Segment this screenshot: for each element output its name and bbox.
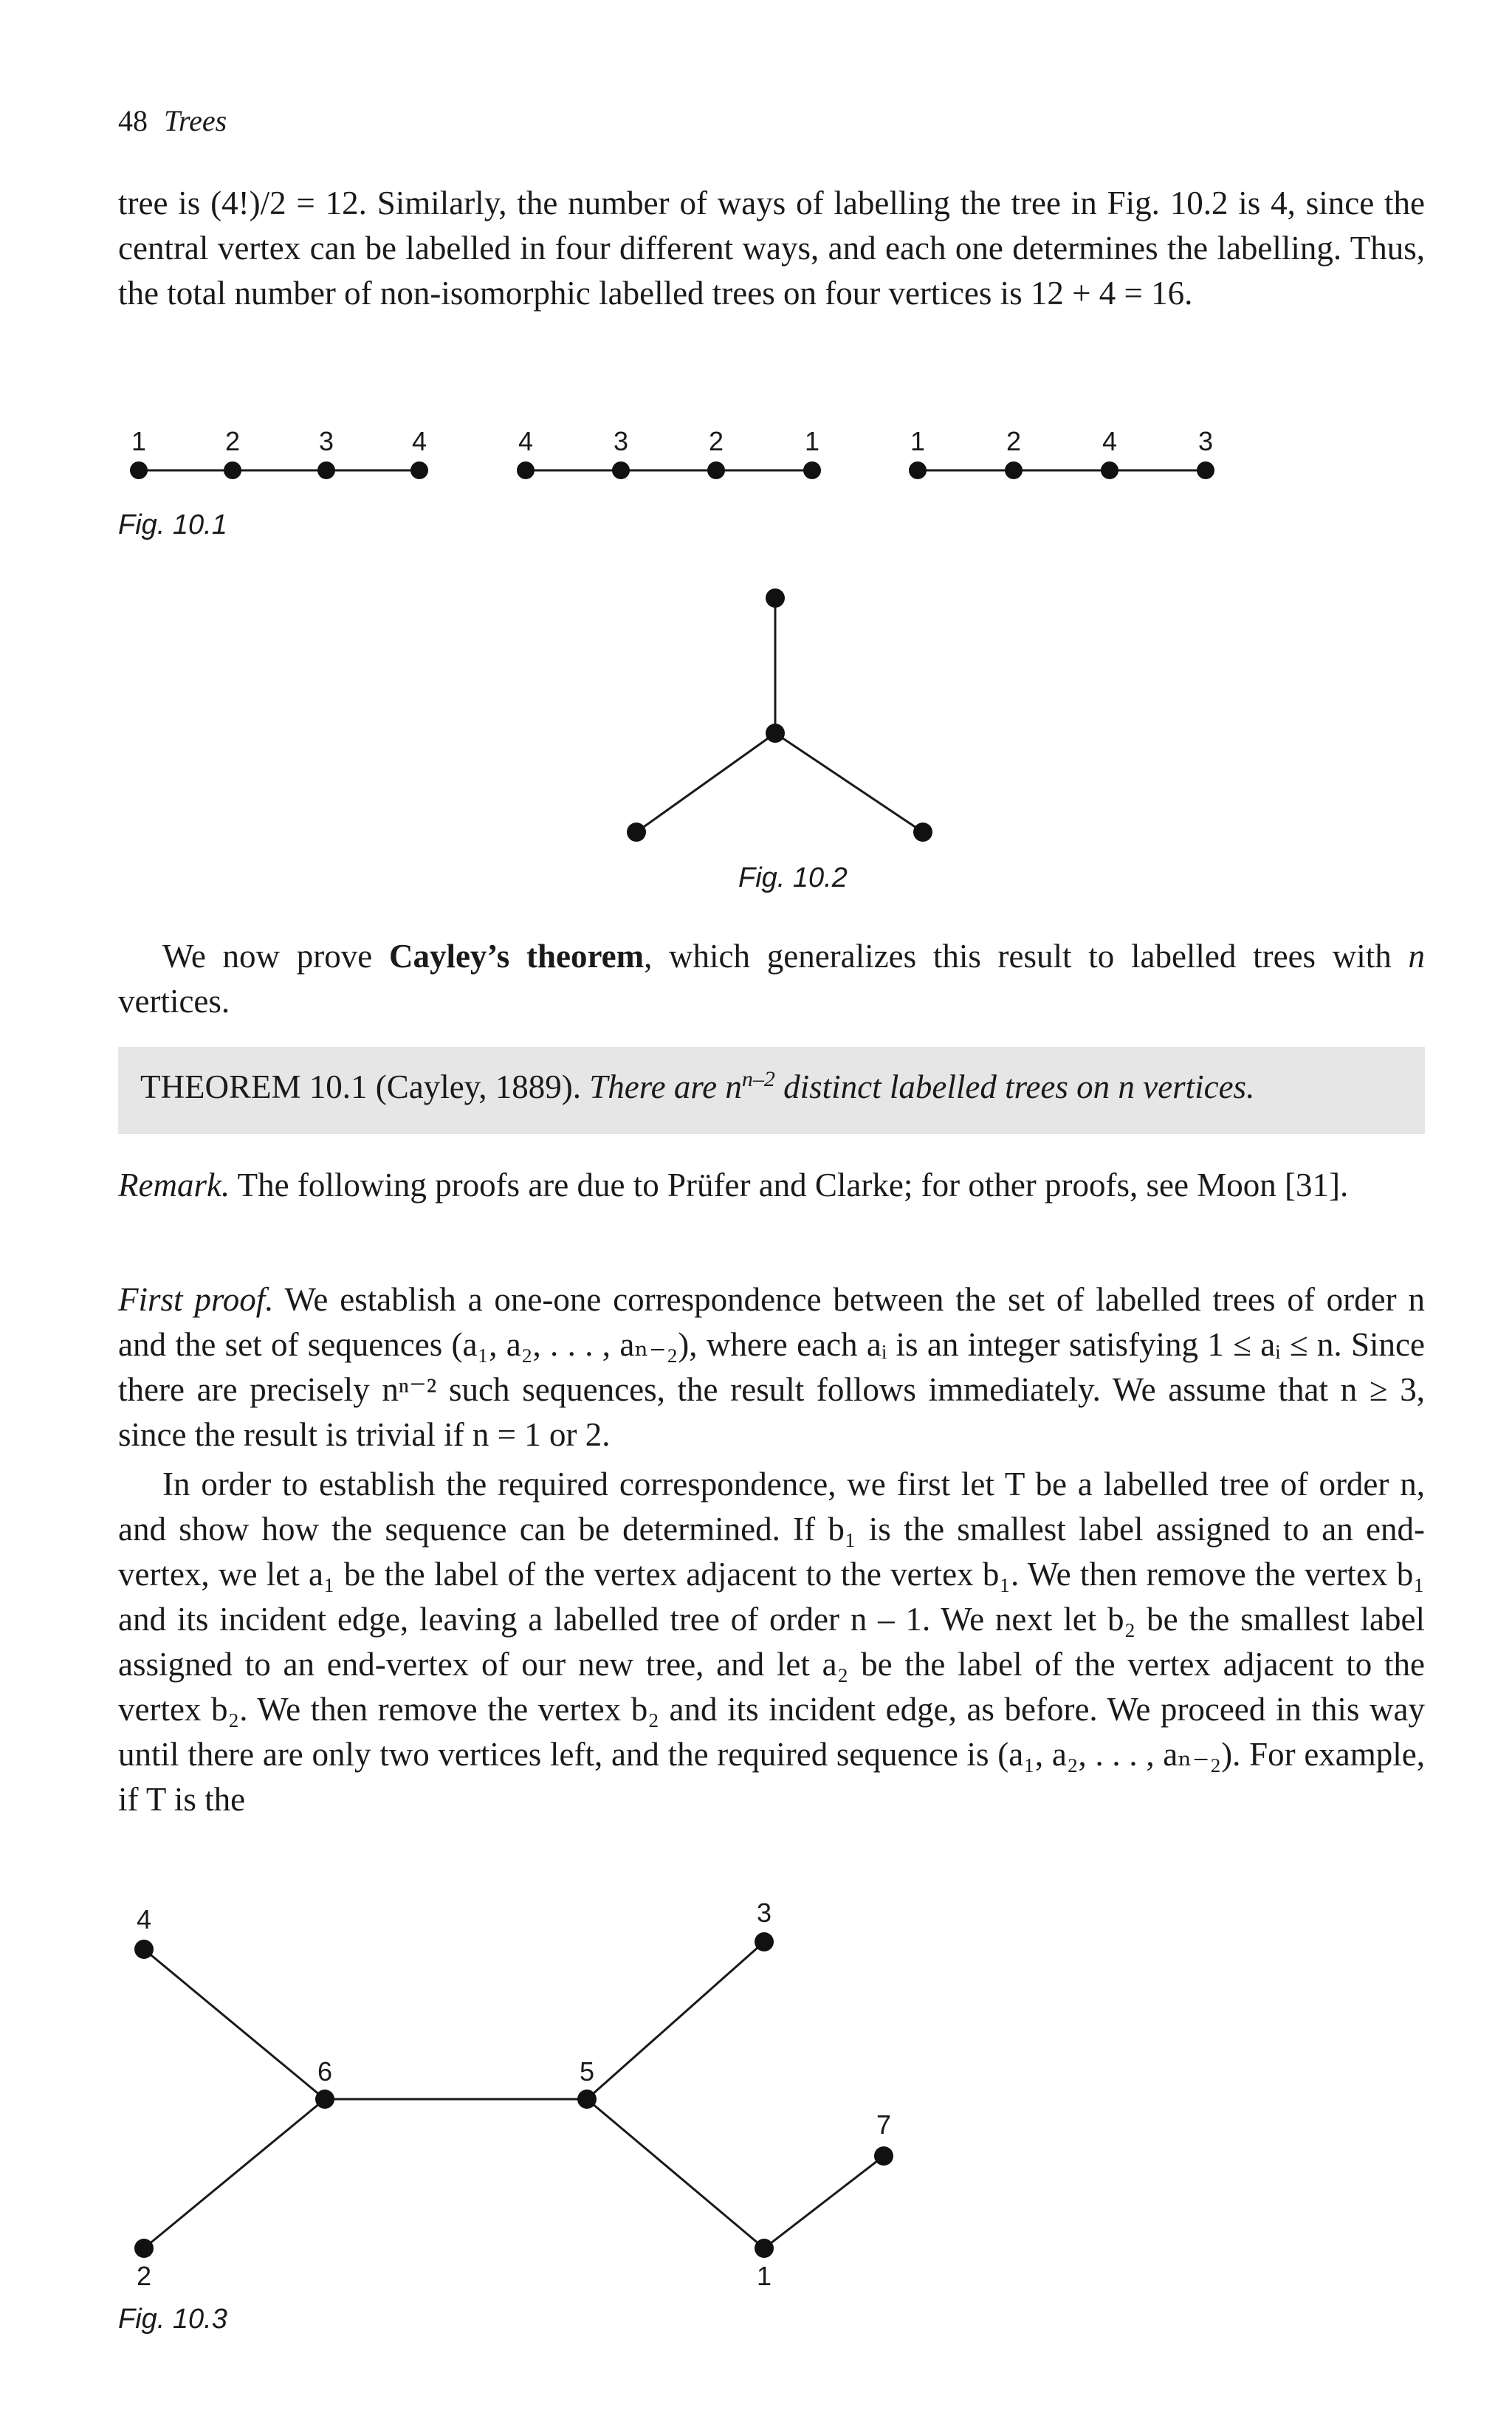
vertex-label: 5: [579, 2056, 595, 2087]
vertex: [1197, 461, 1214, 479]
vertex-label: 3: [1197, 426, 1214, 456]
vertex-label: 2: [136, 2261, 152, 2291]
vertex-label: 6: [317, 2056, 333, 2087]
fig-10-3-caption: Fig. 10.3: [118, 2304, 227, 2335]
paragraph-cayley-intro: We now prove Cayley’s theorem, which generalizes this result to labelled trees with n vertices.: [118, 938, 1425, 1020]
vertex-label: 1: [910, 426, 926, 456]
vertex-label: 1: [804, 426, 820, 456]
vertex-label: 3: [756, 1898, 772, 1928]
vertex-label: 4: [411, 426, 427, 456]
theorem-exponent: n–2: [741, 1067, 775, 1091]
fig-10-2-caption: Fig. 10.2: [738, 862, 848, 893]
vertex: [130, 461, 148, 479]
vertex: [766, 724, 785, 743]
vertex-label: 1: [756, 2261, 772, 2291]
fig-10-3-tree: [134, 1898, 893, 2291]
vertex: [755, 2239, 774, 2258]
vertex-label: 4: [1102, 426, 1118, 456]
remark-paragraph: Remark. The following proofs are due to Prüfer and Clarke; for other proofs, see Moon [31].: [118, 1167, 1349, 1204]
vertex: [317, 461, 335, 479]
vertex: [315, 2090, 334, 2109]
theorem-head: THEOREM 10.1 (Cayley, 1889).: [140, 1068, 590, 1105]
theorem-statement-b: distinct labelled trees on n vertices.: [774, 1068, 1255, 1105]
vertex-label: 7: [876, 2109, 892, 2140]
vertex-label: 3: [613, 426, 629, 456]
vertex: [627, 823, 646, 842]
vertex: [612, 461, 630, 479]
vertex: [755, 1932, 774, 1951]
fig-10-1-caption: Fig. 10.1: [118, 509, 227, 540]
fig-10-1-path-2: [517, 426, 821, 479]
vertex: [134, 1940, 154, 1959]
vertex: [517, 461, 535, 479]
vertex-label: 1: [131, 426, 147, 456]
fig-10-2-star-tree: [627, 588, 932, 842]
vertex-label: 3: [318, 426, 334, 456]
theorem-statement-a: There are n: [589, 1068, 742, 1105]
vertex: [707, 461, 725, 479]
theorem-10-1-box: [118, 1047, 1425, 1134]
vertex: [410, 461, 428, 479]
running-title: Trees: [164, 104, 227, 137]
vertex: [913, 823, 932, 842]
vertex: [1005, 461, 1023, 479]
page-number: 48: [118, 104, 148, 137]
fig-10-1-path-3: [909, 426, 1214, 479]
vertex: [1101, 461, 1118, 479]
cayley-theorem-term: Cayley’s theorem: [388, 938, 645, 975]
vertex: [766, 588, 785, 608]
paragraph-correspondence: In order to establish the required correspondence, we first let T be a labelled tree of order n, and show how the sequence can be determined. If b₁ is the smallest label assigned to an end-vertex, we let a₁ be the label of the vertex adjacent to the vertex b₁. We then remove the vertex b₁ and its incident edge, leaving a labelled tree of order n – 1. We next let b₂ be the smallest label assigned to an end-vertex of our new tree, and let a₂ be the label of the vertex adjacent to the vertex b₂. We then remove the vertex b₂ and its incident edge, as before. We proceed in this way until there are only two vertices left, and the required sequence is (a₁, a₂, . . . , aₙ₋₂). For example, if T is the: [118, 1466, 1425, 1818]
vertex: [909, 461, 927, 479]
vertex-label: 4: [136, 1904, 152, 1934]
vertex-label: 4: [518, 426, 534, 456]
remark-label: Remark.: [118, 1167, 230, 1204]
vertex: [134, 2239, 154, 2258]
first-proof-paragraph: First proof. We establish a one-one correspondence between the set of labelled trees of order n and the set of sequences (a₁, a₂, . . . , aₙ₋₂), where each aᵢ is an integer satisfying 1 ≤ aᵢ ≤ n. Since there are precisely nⁿ⁻² such sequences, the result follows immediately. We assume that n ≥ 3, since the result is trivial if n = 1 or 2.: [118, 1281, 1425, 1453]
vertex: [803, 461, 821, 479]
vertex-label: 2: [708, 426, 724, 456]
vertex-label: 2: [1006, 426, 1022, 456]
vertex: [224, 461, 241, 479]
vertex: [577, 2090, 597, 2109]
proof-label: First proof.: [118, 1281, 274, 1318]
vertex: [874, 2146, 893, 2166]
paragraph-intro: tree is (4!)/2 = 12. Similarly, the number of ways of labelling the tree in Fig. 10.2 is 4, since the central vertex can be labelled in four different ways, and each one determines the labelling. Thus, the total number of non-isomorphic labelled trees on four vertices is 12 + 4 = 16.: [118, 185, 1425, 312]
fig-10-1-path-1: [130, 426, 428, 479]
vertex-label: 2: [224, 426, 241, 456]
